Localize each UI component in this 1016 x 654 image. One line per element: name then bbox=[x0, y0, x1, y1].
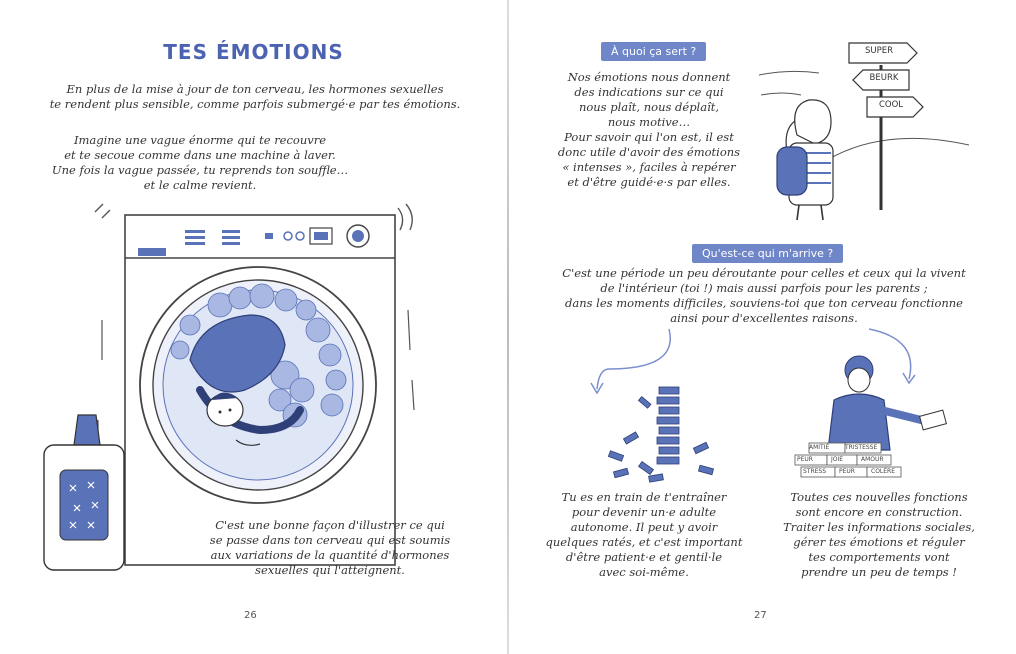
sign-beurk: BEURK bbox=[869, 73, 899, 83]
left-page bbox=[0, 0, 507, 654]
purpose-text: Nos émotions nous donnent des indications sur ce qui nous plaît, nous déplaît, nous motive… Pour savoir qui l'on est, il est donc utile d'avoir des émotions « intenses », faciles à repérer et d'être guidé·e·s par elles. bbox=[557, 70, 741, 189]
construction-text: Toutes ces nouvelles fonctions sont encore en construction. Traiter les informations sociales, gérer tes émotions et réguler tes comportements vont prendre un peu de temps ! bbox=[783, 490, 975, 579]
page-number: 26 bbox=[244, 610, 257, 621]
brick-label: PEUR bbox=[797, 456, 813, 463]
bottom-illustrations bbox=[569, 325, 989, 490]
right-page bbox=[509, 0, 1016, 654]
sign-super: SUPER bbox=[864, 46, 894, 56]
signpost-illustration bbox=[759, 35, 989, 225]
brick-label: PEUR bbox=[839, 468, 855, 475]
happening-text: C'est une période un peu déroutante pour celles et ceux qui la vivent de l'intérieur (toi !) mais aussi parfois pour les parents ; dans les moments difficiles, souviens-toi que ton cerveau fonctionne ainsi pour d'excellentes raisons. bbox=[562, 266, 966, 325]
brick-label: AMOUR bbox=[861, 456, 884, 463]
tag-happening: Qu'est-ce qui m'arrive ? bbox=[692, 244, 843, 263]
brick-label: TRISTESSE bbox=[845, 444, 878, 451]
wave-text: Imagine une vague énorme qui te recouvre et te secoue comme dans une machine à laver. Une fois la vague passée, tu reprends ton souffle… et le calme revient. bbox=[51, 133, 349, 192]
sign-cool: COOL bbox=[878, 100, 904, 110]
tag-purpose: À quoi ça sert ? bbox=[601, 42, 706, 61]
brick-label: COLÈRE bbox=[871, 468, 896, 475]
intro-text: En plus de la mise à jour de ton cerveau, les hormones sexuelles te rendent plus sensible, comme parfois submergé·e par tes émotions. bbox=[49, 82, 461, 111]
page-number: 27 bbox=[754, 610, 767, 621]
caption-text: C'est une bonne façon d'illustrer ce qui se passe dans ton cerveau qui est soumis aux variations de la quantité d'hormones sexuelles qui l'atteignent. bbox=[209, 518, 451, 577]
brick-label: AMITIÉ bbox=[809, 444, 830, 451]
brick-label: JOIE bbox=[831, 456, 844, 463]
page-title: TES ÉMOTIONS bbox=[163, 40, 344, 64]
training-text: Tu es en train de t'entraîner pour devenir un·e adulte autonome. Il peut y avoir quelques ratés, et c'est important d'être patient·e et gentil·le avec soi-même. bbox=[545, 490, 743, 579]
brick-label: STRESS bbox=[803, 468, 827, 475]
